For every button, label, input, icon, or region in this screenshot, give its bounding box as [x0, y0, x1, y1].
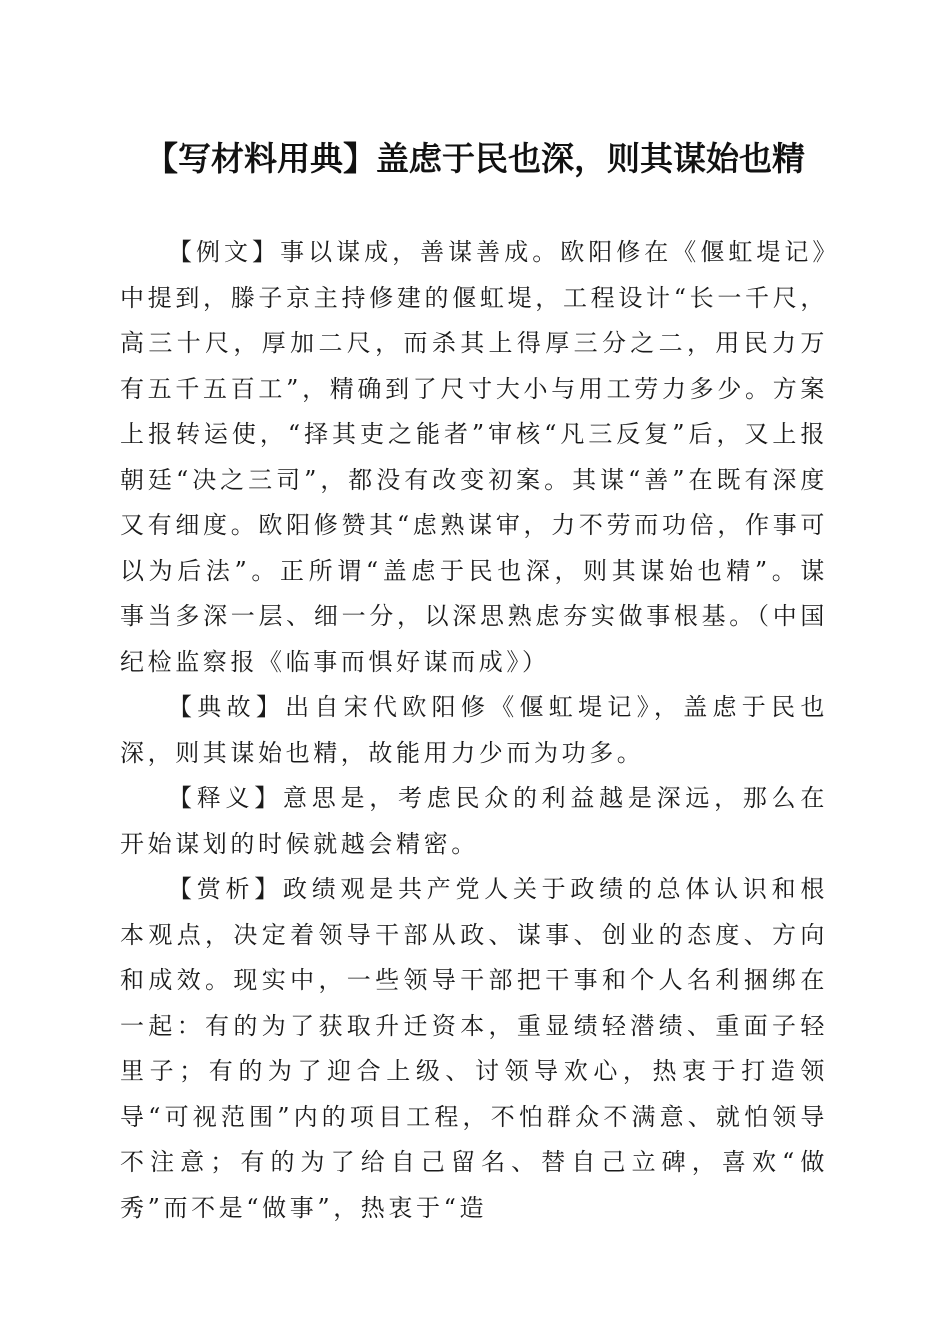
document-body [120, 230, 828, 1231]
paragraph-analysis: 【赏析】政绩观是共产党人关于政绩的总体认识和根本观点，决定着领导干部从政、谋事、创业的态度、方向和成效。现实中，一些领导干部把干事和个人名利捆绑在一起：有的为了获取升迁资本，重显绩轻潜绩、重面子轻里子；有的为了迎合上级、讨领导欢心，热衷于打造领导“可视范围”内的项目工程，不怕群众不满意、就怕领导不注意；有的为了给自己留名、替自己立碑，喜欢“做秀”而不是“做事”，热衷于“造 [120, 875, 828, 1222]
document-title: 【写材料用典】盖虑于民也深，则其谋始也精 [145, 139, 805, 178]
paragraph-example: 【例文】事以谋成，善谋善成。欧阳修在《偃虹堤记》中提到，滕子京主持修建的偃虹堤，工程设计“长一千尺，高三十尺，厚加二尺，而杀其上得厚三分之二，用民力万有五千五百工”，精确到了尺寸大小与用工劳力多少。方案上报转运使，“择其吏之能者”审核“凡三反复”后，又上报朝廷“决之三司”，都没有改变初案。其谋“善”在既有深度又有细度。欧阳修赞其“虑熟谋审，力不劳而功倍，作事可以为后法”。正所谓“盖虑于民也深，则其谋始也精”。谋事当多深一层、细一分，以深思熟虑夯实做事根基。（中国纪检监察报《临事而惧好谋而成》） [120, 238, 828, 676]
paragraph-meaning: 【释义】意思是，考虑民众的利益越是深远，那么在开始谋划的时候就越会精密。 [120, 784, 828, 858]
paragraph-allusion: 【典故】出自宋代欧阳修《偃虹堤记》，盖虑于民也深，则其谋始也精，故能用力少而为功多。 [120, 693, 828, 767]
